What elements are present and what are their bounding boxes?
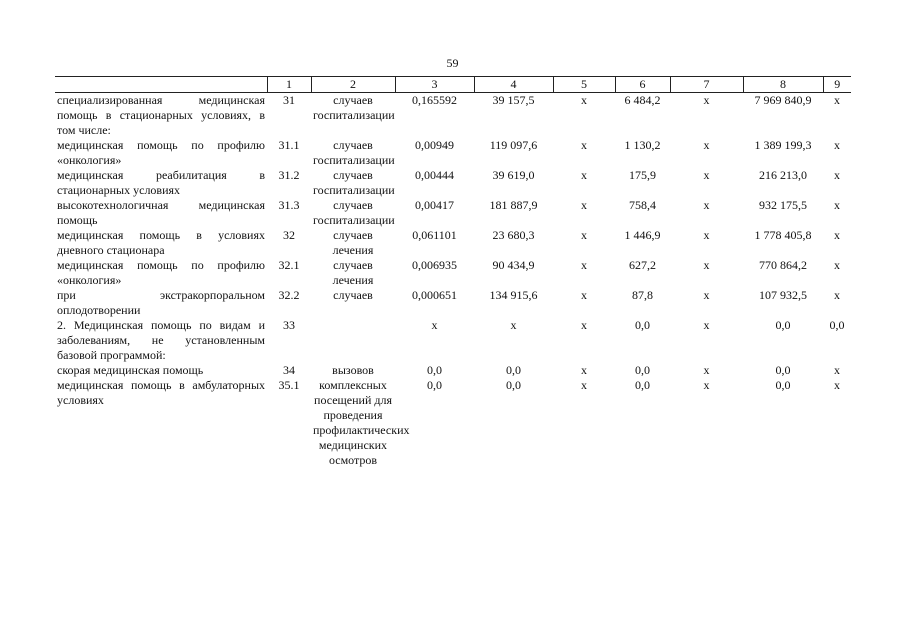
row-col5: x bbox=[581, 258, 587, 272]
row-col6: 758,4 bbox=[629, 198, 656, 212]
row-col7: x bbox=[703, 93, 710, 107]
row-number: 35.1 bbox=[278, 378, 300, 392]
table-row bbox=[55, 378, 851, 468]
row-col7: x bbox=[703, 138, 710, 152]
row-col9: x bbox=[834, 228, 840, 242]
header-cell bbox=[55, 77, 267, 93]
row-col7: x bbox=[703, 168, 710, 182]
row-col5: x bbox=[581, 228, 587, 242]
row-number: 31.2 bbox=[278, 168, 300, 182]
row-col3: 0,165592 bbox=[412, 93, 457, 107]
row-name: медицинская реабилитация в стационарных условиях bbox=[57, 168, 265, 197]
header-cell: 5 bbox=[553, 77, 615, 93]
row-col6: 0,0 bbox=[635, 378, 650, 392]
row-col5: x bbox=[581, 288, 587, 302]
row-col8: 7 969 840,9 bbox=[754, 93, 812, 107]
row-name: высокотехнологичная медицинская помощь bbox=[57, 198, 265, 227]
row-col8: 0,0 bbox=[775, 378, 791, 392]
row-col9: 0,0 bbox=[829, 318, 845, 332]
row-col4: 119 097,6 bbox=[489, 138, 538, 152]
row-name: медицинская помощь по профилю «онкология» bbox=[57, 258, 265, 287]
row-col3: 0,00417 bbox=[415, 198, 454, 212]
row-name: медицинская помощь в амбулаторных условиях bbox=[57, 378, 265, 407]
row-number: 32.1 bbox=[278, 258, 300, 272]
row-col7: x bbox=[703, 258, 710, 272]
row-col3: 0,006935 bbox=[412, 258, 457, 272]
header-cell: 3 bbox=[395, 77, 474, 93]
header-cell: 7 bbox=[670, 77, 743, 93]
table-row bbox=[55, 198, 851, 228]
row-col3: 0,0 bbox=[427, 378, 442, 392]
header-cell: 1 bbox=[267, 77, 311, 93]
row-col6: 175,9 bbox=[629, 168, 656, 182]
table-row bbox=[55, 258, 851, 288]
row-col6: 0,0 bbox=[635, 363, 650, 377]
row-col4: 134 915,6 bbox=[489, 288, 538, 302]
row-col6: 1 446,9 bbox=[624, 228, 661, 242]
row-col4: x bbox=[510, 318, 517, 332]
row-number: 31 bbox=[283, 93, 295, 107]
row-col9: x bbox=[834, 168, 840, 182]
row-col6: 87,8 bbox=[632, 288, 653, 302]
row-col5: x bbox=[581, 318, 587, 332]
row-col4: 0,0 bbox=[506, 363, 521, 377]
table-row bbox=[55, 363, 851, 378]
row-unit: случаев госпитализации bbox=[313, 138, 395, 167]
table-row bbox=[55, 228, 851, 258]
row-col7: x bbox=[703, 318, 710, 332]
row-col9: x bbox=[834, 288, 840, 302]
row-col7: x bbox=[703, 288, 710, 302]
row-col9: x bbox=[834, 138, 840, 152]
row-col5: x bbox=[581, 93, 587, 107]
row-number: 31.1 bbox=[278, 138, 300, 152]
row-col9: x bbox=[834, 378, 840, 392]
row-unit: случаев лечения bbox=[332, 258, 374, 287]
data-table bbox=[55, 76, 851, 468]
row-col4: 181 887,9 bbox=[489, 198, 538, 212]
table-row bbox=[55, 93, 851, 139]
row-col3: 0,00444 bbox=[415, 168, 454, 182]
row-col4: 39 157,5 bbox=[492, 93, 535, 107]
row-col4: 90 434,9 bbox=[492, 258, 535, 272]
row-col8: 0,0 bbox=[775, 318, 791, 332]
row-col9: x bbox=[834, 198, 840, 212]
row-col9: x bbox=[834, 363, 840, 377]
row-col7: x bbox=[703, 228, 710, 242]
row-col3: 0,00949 bbox=[415, 138, 454, 152]
row-name: 2. Медицинская помощь по видам и заболеваниям, не установленным базовой программой: bbox=[57, 318, 265, 362]
row-unit: случаев госпитализации bbox=[313, 198, 395, 227]
page-number: 59 bbox=[446, 56, 459, 70]
row-col8: 932 175,5 bbox=[759, 198, 807, 212]
row-col4: 0,0 bbox=[506, 378, 521, 392]
row-unit: случаев госпитализации bbox=[313, 93, 395, 122]
row-col3: 0,061101 bbox=[412, 228, 457, 242]
row-col8: 216 213,0 bbox=[759, 168, 807, 182]
row-col8: 1 389 199,3 bbox=[754, 138, 812, 152]
row-unit: случаев bbox=[333, 288, 373, 302]
row-col5: x bbox=[581, 198, 587, 212]
row-unit: комплексных посещений для проведения профилактических медицинских осмотров bbox=[313, 378, 410, 467]
table-row bbox=[55, 288, 851, 318]
header-cell: 6 bbox=[615, 77, 670, 93]
row-col3: 0,0 bbox=[427, 363, 442, 377]
row-number: 32 bbox=[283, 228, 295, 242]
row-col5: x bbox=[581, 378, 587, 392]
row-unit: случаев госпитализации bbox=[313, 168, 395, 197]
header-row bbox=[55, 77, 851, 93]
table-row bbox=[55, 138, 851, 168]
row-name: специализированная медицинская помощь в стационарных условиях, в том числе: bbox=[57, 93, 265, 137]
header-cell: 9 bbox=[823, 77, 851, 93]
row-col7: x bbox=[703, 363, 710, 377]
row-col3: x bbox=[431, 318, 438, 332]
row-col8: 770 864,2 bbox=[759, 258, 807, 272]
row-col6: 0,0 bbox=[635, 318, 650, 332]
row-col3: 0,000651 bbox=[412, 288, 457, 302]
row-col5: x bbox=[581, 363, 587, 377]
row-col4: 23 680,3 bbox=[492, 228, 535, 242]
row-col5: x bbox=[581, 168, 587, 182]
row-name: медицинская помощь по профилю «онкология» bbox=[57, 138, 265, 167]
row-unit: вызовов bbox=[332, 363, 374, 377]
row-col8: 0,0 bbox=[775, 363, 791, 377]
row-number: 34 bbox=[283, 363, 295, 377]
table-row bbox=[55, 168, 851, 198]
row-name: медицинская помощь в условиях дневного стационара bbox=[57, 228, 265, 257]
row-unit: случаев лечения bbox=[332, 228, 374, 257]
row-number: 33 bbox=[283, 318, 295, 332]
header-cell: 4 bbox=[474, 77, 553, 93]
table-row bbox=[55, 318, 851, 363]
row-col6: 627,2 bbox=[629, 258, 656, 272]
header-cell: 2 bbox=[311, 77, 395, 93]
row-col7: x bbox=[703, 198, 710, 212]
row-name: скорая медицинская помощь bbox=[57, 363, 204, 377]
row-col6: 1 130,2 bbox=[624, 138, 661, 152]
row-col5: x bbox=[581, 138, 587, 152]
row-col8: 1 778 405,8 bbox=[754, 228, 812, 242]
row-col9: x bbox=[834, 93, 840, 107]
row-col7: x bbox=[703, 378, 710, 392]
row-col6: 6 484,2 bbox=[624, 93, 661, 107]
row-unit bbox=[311, 318, 395, 363]
row-name: при экстракорпоральном оплодотворении bbox=[57, 288, 265, 317]
row-col4: 39 619,0 bbox=[492, 168, 535, 182]
row-number: 32.2 bbox=[278, 288, 300, 302]
row-col8: 107 932,5 bbox=[759, 288, 807, 302]
row-col9: x bbox=[834, 258, 840, 272]
row-number: 31.3 bbox=[278, 198, 300, 212]
header-cell: 8 bbox=[743, 77, 823, 93]
